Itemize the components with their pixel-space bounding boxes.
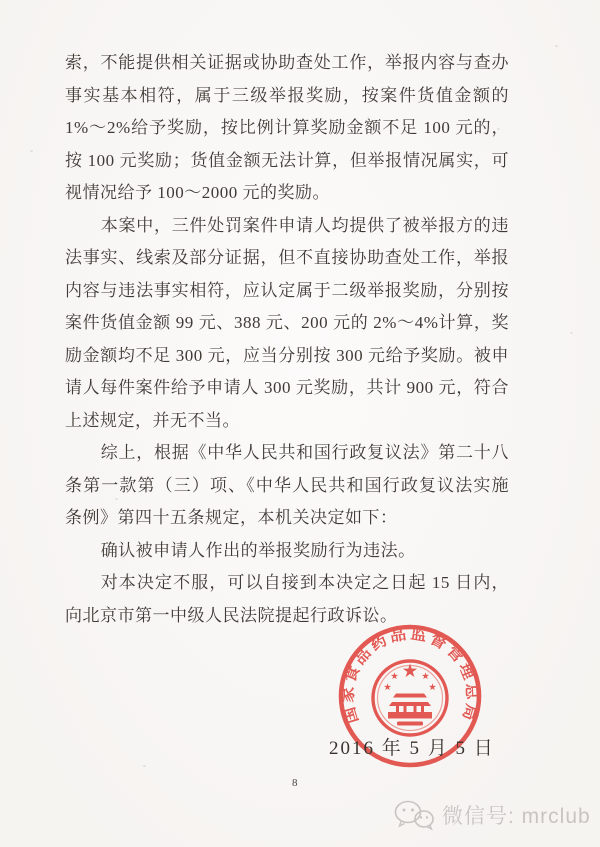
seal-arc-text: 国家食品药品监督管理总局 (339, 625, 481, 726)
wechat-icon (393, 799, 435, 831)
decision-date: 2016 年 5 月 5 日 (329, 738, 495, 759)
page-number: 8 (292, 777, 298, 789)
scan-specks (158, 87, 161, 89)
paragraph: 对本决定不服，可以自接到本决定之日起 15 日内，向北京市第一中级人民法院提起行政诉讼。 (65, 573, 509, 625)
wechat-watermark (393, 799, 591, 831)
watermark-label: 微信号: mrclub (442, 805, 591, 828)
paragraph: 本案中，三件处罚案件申请人均提供了被举报方的违法事实、线索及部分证据，但不直接协助查处工作，举报内容与违法事实相符，应认定属于二级举报奖励，分别按案件货值金额 99 元、388 元、200 元的 2%～4%计算，奖励金额均不足 300 元，应当分别按 300 元给予奖励。被申请人每件案件给予申请人 300 元奖励，共计 900 元，符合上述规定，并无不当。 (65, 215, 509, 430)
paragraph: 确认被申请人作出的举报奖励行为违法。 (100, 540, 416, 560)
national-emblem-icon (373, 661, 447, 735)
paragraph: 综上，根据《中华人民共和国行政复议法》第二十八条第一款第（三）项、《中华人民共和国行政复议法实施条例》第四十五条规定，本机关决定如下： (65, 443, 509, 527)
paragraph: 索，不能提供相关证据或协助查处工作，举报内容与查办事实基本相符，属于三级举报奖励，按案件货值金额的 1%～2%给予奖励，按比例计算奖励金额不足 100 元的，按 100 元奖励；货值金额无法计算，但举报情况属实，可视情况给予 100～2000 元的奖励。 (65, 53, 509, 202)
body-text (65, 47, 509, 632)
